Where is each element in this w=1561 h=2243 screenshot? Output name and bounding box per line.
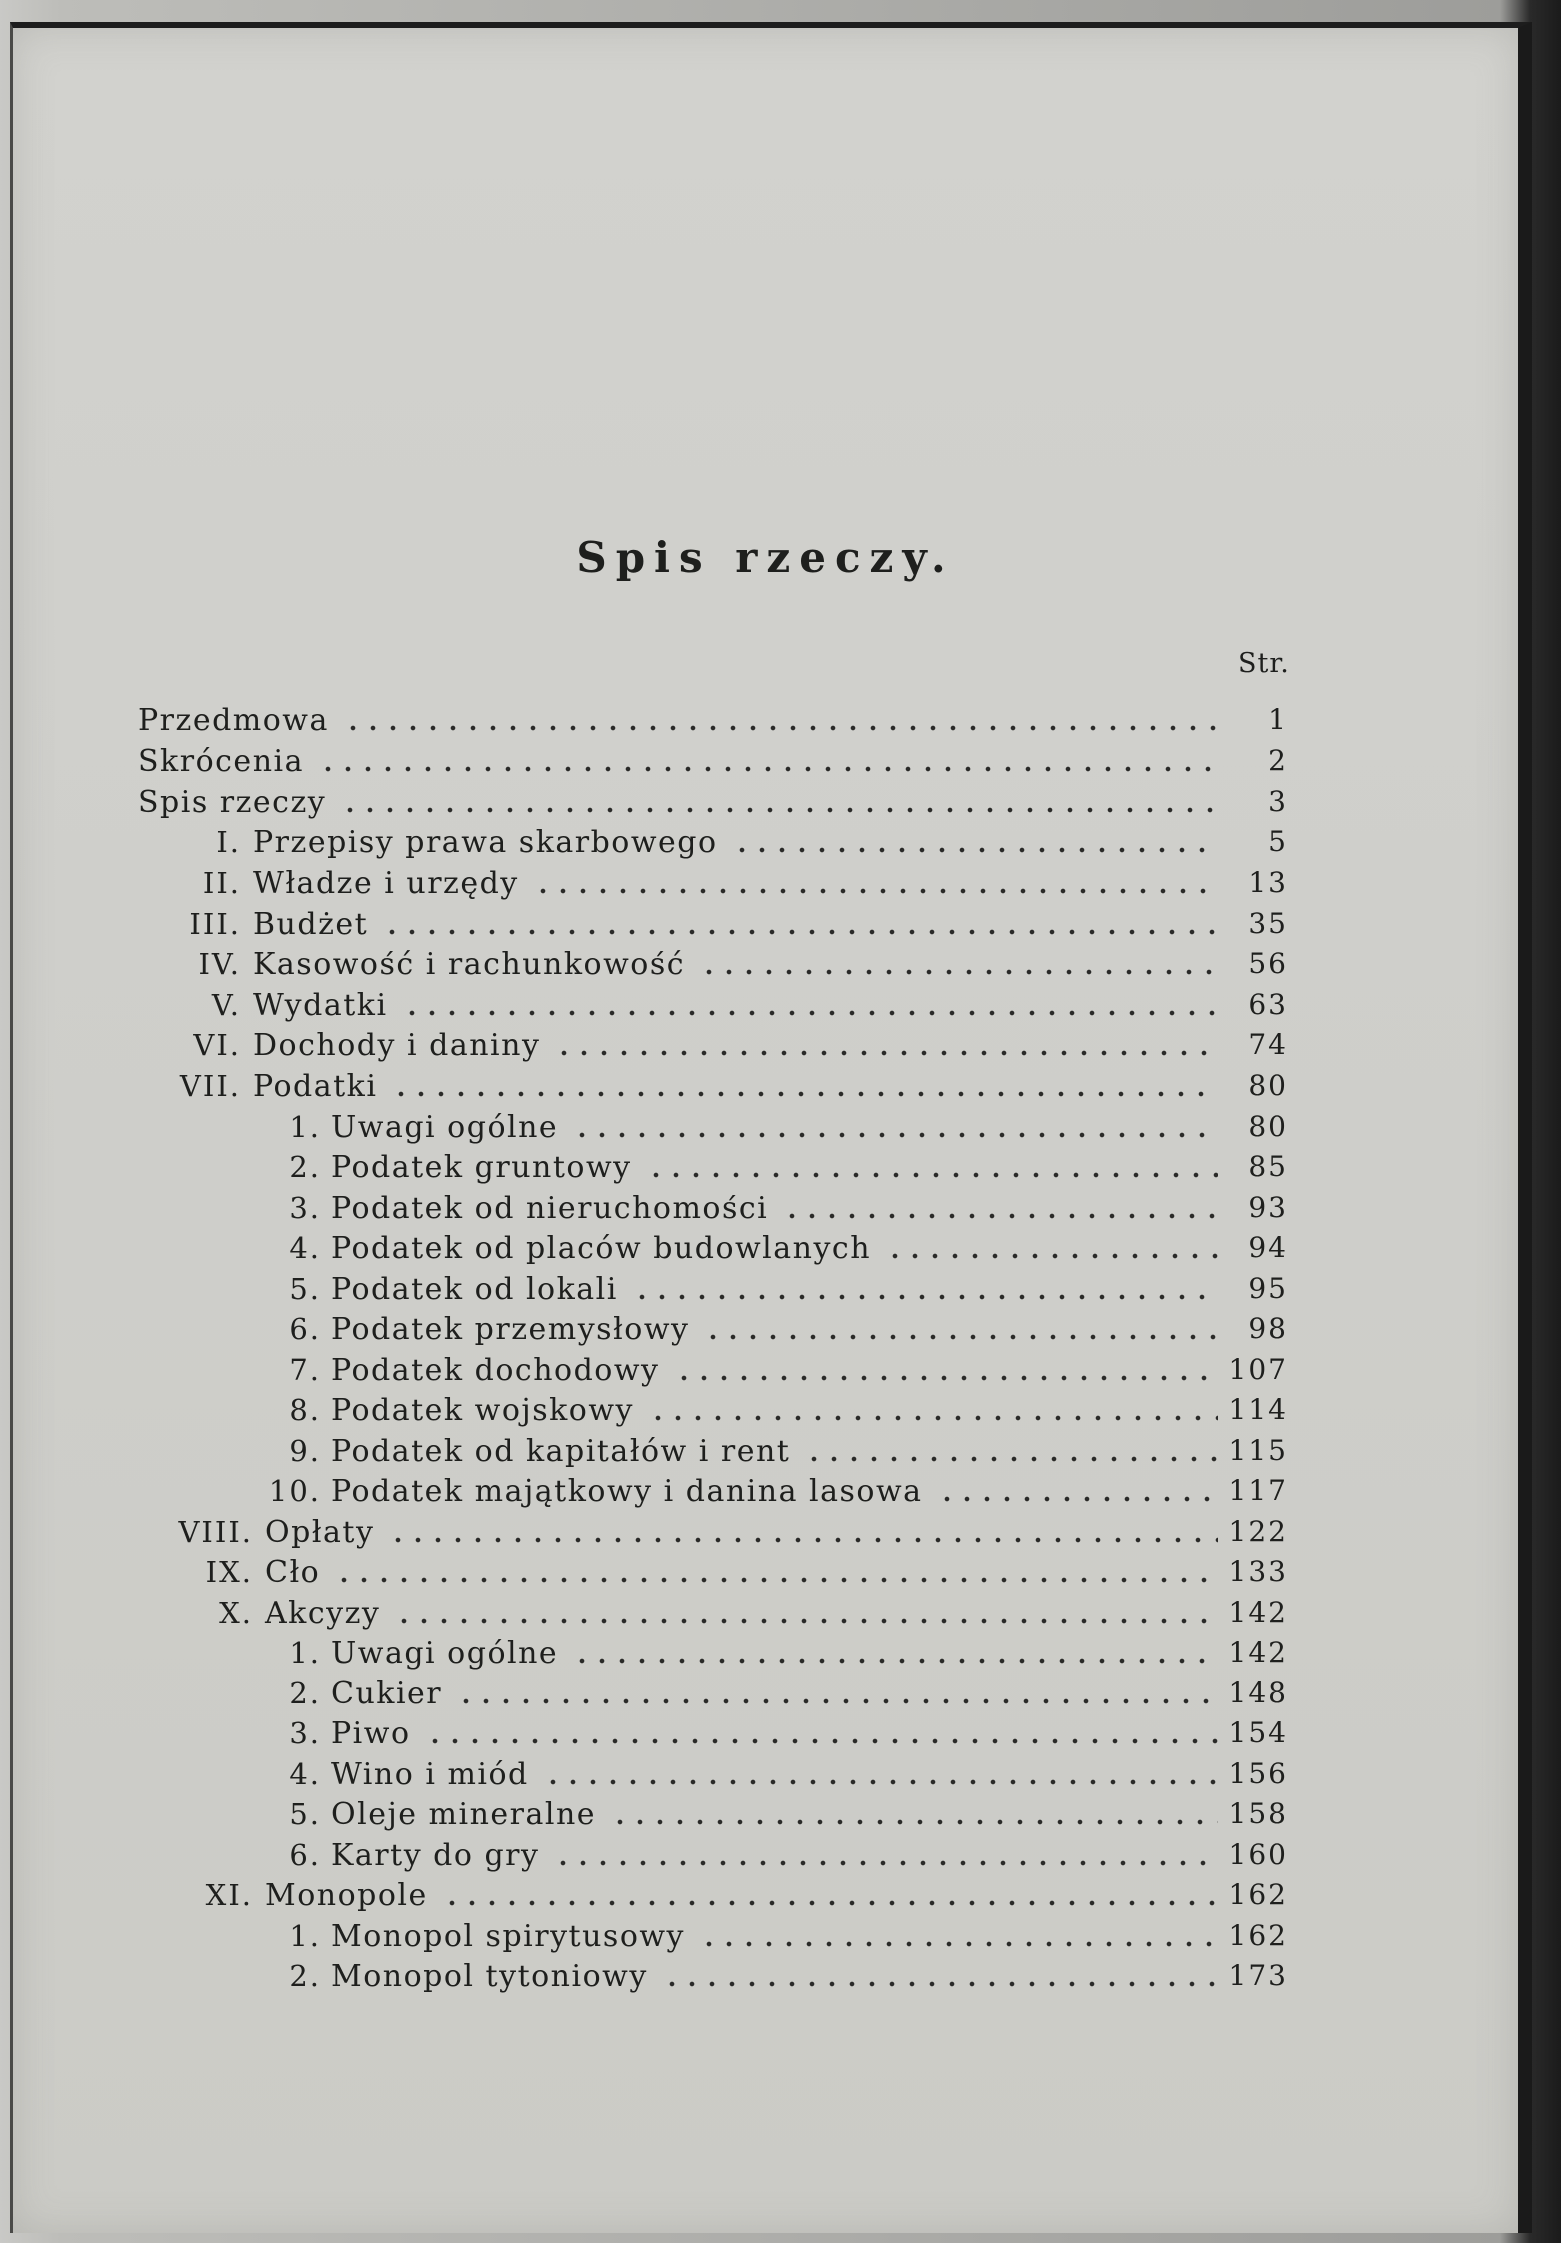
toc-entry bbox=[13, 1069, 1518, 1109]
toc-entry-label: Skrócenia bbox=[138, 744, 304, 779]
toc-entry-page: 5 bbox=[1268, 825, 1288, 858]
leader-dots bbox=[610, 1819, 1218, 1825]
toc-entry-page: 74 bbox=[1248, 1028, 1288, 1061]
toc-entry bbox=[13, 1555, 1518, 1595]
toc-entry-label: Podatek od nieruchomości bbox=[331, 1191, 769, 1226]
toc-entry-label: Spis rzeczy bbox=[138, 785, 327, 820]
toc-entry-number: II. bbox=[202, 866, 241, 900]
toc-entry bbox=[13, 1474, 1518, 1514]
toc-entry-label: Władze i urzędy bbox=[253, 866, 519, 901]
toc-entry bbox=[13, 1353, 1518, 1393]
toc-entry-number: 6. bbox=[289, 1838, 321, 1872]
toc-entry-number: 2. bbox=[289, 1676, 321, 1710]
toc-entry bbox=[13, 703, 1518, 743]
leader-dots bbox=[554, 1050, 1218, 1056]
toc-entry-number: 1. bbox=[289, 1636, 321, 1670]
leader-dots bbox=[699, 969, 1218, 975]
toc-entry-page: 3 bbox=[1268, 785, 1288, 818]
leader-dots bbox=[572, 1132, 1218, 1138]
toc-entry-number: 8. bbox=[289, 1393, 321, 1427]
toc-entry-label: Opłaty bbox=[265, 1515, 375, 1550]
toc-entry bbox=[13, 1150, 1518, 1190]
leader-dots bbox=[674, 1375, 1219, 1381]
toc-entry-label: Monopol tytoniowy bbox=[331, 1959, 648, 1994]
toc-entry-number: 5. bbox=[289, 1272, 321, 1306]
toc-entry bbox=[13, 1312, 1518, 1352]
toc-entry bbox=[13, 744, 1518, 784]
toc-entry-label: Podatki bbox=[253, 1069, 378, 1104]
toc-entry bbox=[13, 1191, 1518, 1231]
toc-entry-page: 93 bbox=[1248, 1191, 1288, 1224]
toc-entry-number: VI. bbox=[193, 1028, 241, 1062]
toc-entry-page: 162 bbox=[1228, 1878, 1288, 1911]
toc-entry-page: 95 bbox=[1248, 1272, 1288, 1305]
toc-entry-number: 3. bbox=[289, 1716, 321, 1750]
toc-entry-page: 80 bbox=[1248, 1110, 1288, 1143]
toc-entry-label: Piwo bbox=[331, 1716, 411, 1751]
toc-entry-number: X. bbox=[219, 1596, 253, 1630]
toc-entry-number: 9. bbox=[289, 1434, 321, 1468]
toc-entry-number: 2. bbox=[289, 1959, 321, 1993]
toc-entry-page: 56 bbox=[1248, 947, 1288, 980]
toc-entry bbox=[13, 785, 1518, 825]
leader-dots bbox=[648, 1415, 1218, 1421]
toc-entry-label: Podatek od lokali bbox=[331, 1272, 618, 1307]
leader-dots bbox=[937, 1496, 1218, 1502]
toc-entry-number: 5. bbox=[289, 1797, 321, 1831]
toc-entry bbox=[13, 988, 1518, 1028]
toc-entry-page: 107 bbox=[1228, 1353, 1288, 1386]
leader-dots bbox=[646, 1172, 1218, 1178]
toc-entry bbox=[13, 1028, 1518, 1068]
toc-entry-number: 7. bbox=[289, 1353, 321, 1387]
toc-entry-label: Dochody i daniny bbox=[253, 1028, 541, 1063]
toc-entry-number: 2. bbox=[289, 1150, 321, 1184]
leader-dots bbox=[402, 1010, 1218, 1016]
toc-entry bbox=[13, 947, 1518, 987]
toc-entry-number: III. bbox=[189, 907, 241, 941]
page-title: Spis rzeczy. bbox=[576, 533, 955, 582]
leader-dots bbox=[572, 1658, 1218, 1664]
toc-entry-label: Przepisy prawa skarbowego bbox=[253, 825, 718, 860]
toc-entry bbox=[13, 1919, 1518, 1959]
toc-entry bbox=[13, 825, 1518, 865]
leader-dots bbox=[699, 1941, 1218, 1947]
toc-entry-page: 154 bbox=[1228, 1716, 1288, 1749]
toc-entry-number: VIII. bbox=[178, 1515, 253, 1549]
toc-entry-label: Kasowość i rachunkowość bbox=[253, 947, 686, 982]
toc-entry-page: 2 bbox=[1268, 744, 1288, 777]
toc-entry-page: 142 bbox=[1228, 1596, 1288, 1629]
leader-dots bbox=[318, 766, 1218, 772]
toc-entry bbox=[13, 1959, 1518, 1999]
toc-entry bbox=[13, 1757, 1518, 1797]
toc-entry-label: Podatek przemysłowy bbox=[331, 1312, 690, 1347]
toc-entry bbox=[13, 1878, 1518, 1918]
toc-entry-label: Budżet bbox=[253, 907, 369, 942]
toc-entry bbox=[13, 1515, 1518, 1555]
toc-entry-page: 115 bbox=[1228, 1434, 1288, 1467]
leader-dots bbox=[533, 888, 1218, 894]
toc-entry-label: Wino i miód bbox=[331, 1757, 529, 1792]
toc-entry-label: Monopole bbox=[265, 1878, 428, 1913]
toc-entry-page: 122 bbox=[1228, 1515, 1288, 1548]
toc-entry-label: Podatek gruntowy bbox=[331, 1150, 632, 1185]
leader-dots bbox=[732, 847, 1218, 853]
toc-entry-number: IX. bbox=[205, 1555, 253, 1589]
toc-entry-label: Cło bbox=[265, 1555, 321, 1590]
leader-dots bbox=[703, 1334, 1218, 1340]
toc-entry bbox=[13, 1636, 1518, 1676]
table-of-contents bbox=[13, 28, 1518, 2233]
leader-dots bbox=[632, 1294, 1218, 1300]
book-page bbox=[10, 22, 1532, 2233]
toc-entry-page: 173 bbox=[1228, 1959, 1288, 1992]
toc-entry bbox=[13, 1676, 1518, 1716]
toc-entry-label: Cukier bbox=[331, 1676, 443, 1711]
leader-dots bbox=[391, 1091, 1218, 1097]
toc-entry bbox=[13, 1716, 1518, 1756]
toc-entry bbox=[13, 1596, 1518, 1636]
toc-entry bbox=[13, 1231, 1518, 1271]
toc-entry-page: 63 bbox=[1248, 988, 1288, 1021]
leader-dots bbox=[382, 929, 1218, 935]
toc-entry-number: IV. bbox=[198, 947, 241, 981]
toc-entry-label: Oleje mineralne bbox=[331, 1797, 597, 1832]
toc-entry-page: 1 bbox=[1268, 703, 1288, 736]
toc-entry bbox=[13, 866, 1518, 906]
toc-entry-page: 98 bbox=[1248, 1312, 1288, 1345]
toc-entry-page: 114 bbox=[1228, 1393, 1288, 1426]
leader-dots bbox=[334, 1577, 1218, 1583]
toc-entry-label: Podatek majątkowy i danina lasowa bbox=[331, 1474, 923, 1509]
toc-entry-label: Podatek dochodowy bbox=[331, 1353, 660, 1388]
toc-entry-label: Podatek od kapitałów i rent bbox=[331, 1434, 791, 1469]
toc-entry-label: Podatek od placów budowlanych bbox=[331, 1231, 872, 1266]
leader-dots bbox=[340, 807, 1218, 813]
toc-entry bbox=[13, 1272, 1518, 1312]
leader-dots bbox=[804, 1456, 1218, 1462]
leader-dots bbox=[456, 1698, 1218, 1704]
toc-entry-label: Uwagi ogólne bbox=[331, 1636, 559, 1671]
toc-entry bbox=[13, 1393, 1518, 1433]
toc-entry bbox=[13, 1838, 1518, 1878]
leader-dots bbox=[782, 1213, 1218, 1219]
toc-entry-page: 13 bbox=[1248, 866, 1288, 899]
leader-dots bbox=[662, 1981, 1218, 1987]
toc-entry-page: 158 bbox=[1228, 1797, 1288, 1830]
toc-entry-label: Karty do gry bbox=[331, 1838, 540, 1873]
toc-entry-number: 1. bbox=[289, 1110, 321, 1144]
leader-dots bbox=[388, 1537, 1218, 1543]
toc-entry-page: 133 bbox=[1228, 1555, 1288, 1588]
toc-entry-page: 80 bbox=[1248, 1069, 1288, 1102]
leader-dots bbox=[543, 1779, 1218, 1785]
toc-entry-number: 3. bbox=[289, 1191, 321, 1225]
toc-entry-number: 4. bbox=[289, 1231, 321, 1265]
toc-entry-label: Przedmowa bbox=[138, 703, 329, 738]
toc-entry-page: 148 bbox=[1228, 1676, 1288, 1709]
toc-entry-label: Uwagi ogólne bbox=[331, 1110, 559, 1145]
page-column-label: Str. bbox=[1238, 648, 1290, 679]
leader-dots bbox=[343, 725, 1218, 731]
toc-entry-number: V. bbox=[211, 988, 241, 1022]
toc-entry-page: 156 bbox=[1228, 1757, 1288, 1790]
toc-entry bbox=[13, 907, 1518, 947]
toc-entry-page: 94 bbox=[1248, 1231, 1288, 1264]
toc-entry-label: Akcyzy bbox=[265, 1596, 381, 1631]
toc-entry bbox=[13, 1434, 1518, 1474]
toc-entry-number: XI. bbox=[205, 1878, 253, 1912]
toc-entry-label: Wydatki bbox=[253, 988, 388, 1023]
leader-dots bbox=[442, 1900, 1218, 1906]
toc-entry-number: 10. bbox=[268, 1474, 321, 1508]
leader-dots bbox=[425, 1738, 1218, 1744]
toc-entry-number: 6. bbox=[289, 1312, 321, 1346]
toc-entry-number: 4. bbox=[289, 1757, 321, 1791]
toc-entry bbox=[13, 1797, 1518, 1837]
toc-entry-number: VII. bbox=[179, 1069, 241, 1103]
toc-entry-page: 142 bbox=[1228, 1636, 1288, 1669]
toc-entry bbox=[13, 1110, 1518, 1150]
toc-entry-page: 35 bbox=[1248, 907, 1288, 940]
leader-dots bbox=[553, 1860, 1218, 1866]
leader-dots bbox=[394, 1618, 1218, 1624]
toc-entry-page: 162 bbox=[1228, 1919, 1288, 1952]
toc-entry-number: 1. bbox=[289, 1919, 321, 1953]
toc-entry-page: 85 bbox=[1248, 1150, 1288, 1183]
toc-entry-page: 160 bbox=[1228, 1838, 1288, 1871]
toc-entry-label: Monopol spirytusowy bbox=[331, 1919, 686, 1954]
leader-dots bbox=[885, 1253, 1218, 1259]
toc-entry-number: I. bbox=[216, 825, 241, 859]
toc-entry-page: 117 bbox=[1228, 1474, 1288, 1507]
toc-entry-label: Podatek wojskowy bbox=[331, 1393, 634, 1428]
